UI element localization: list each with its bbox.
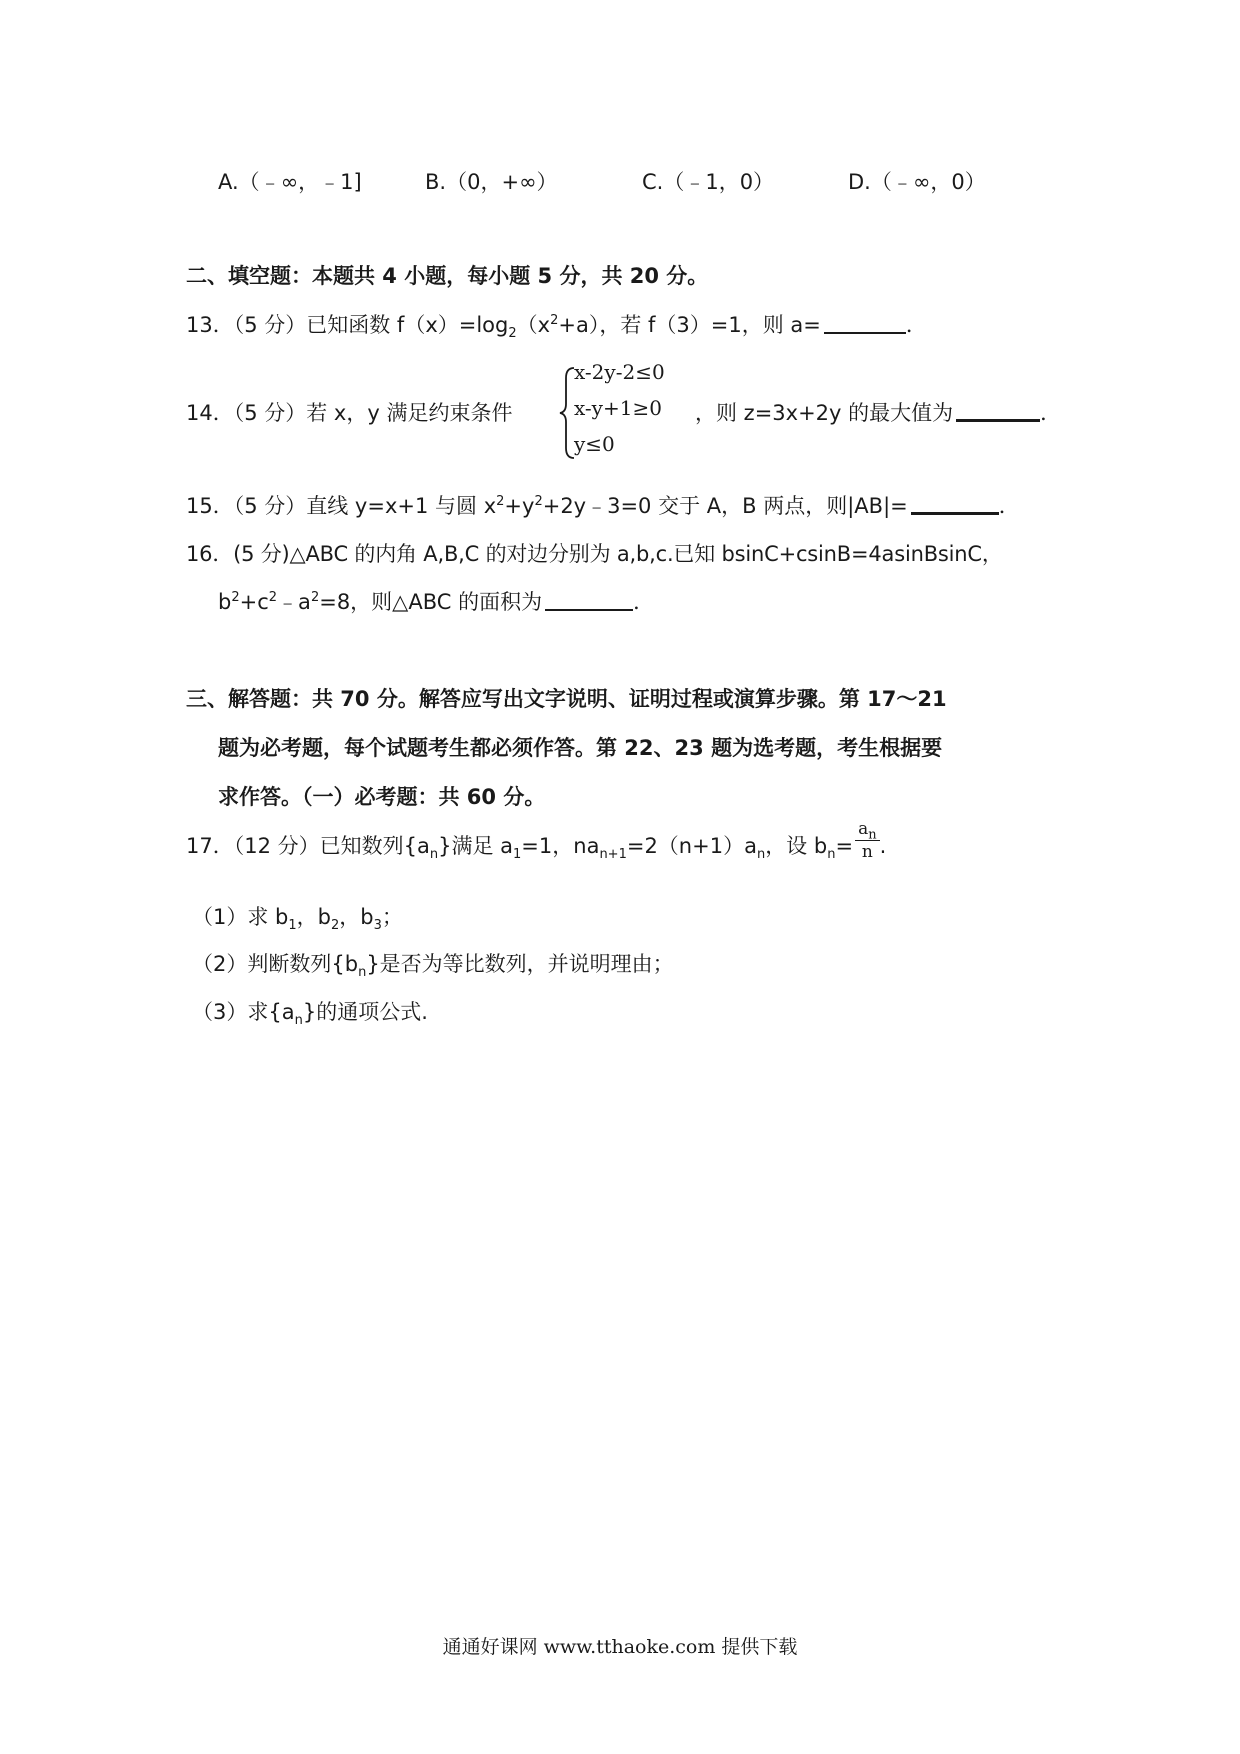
q17-text: }满足 a <box>438 834 514 858</box>
q16-text: b <box>218 590 232 614</box>
sub1-subscript: 2 <box>331 918 340 934</box>
q16-exponent: 2 <box>310 590 320 605</box>
option-c: C.（﹣1，0） <box>642 170 775 194</box>
sub1-text: ； <box>381 905 403 929</box>
q17-text: =1，na <box>521 834 600 858</box>
section-heading-solutions-line-3: 求作答。（一）必考题：共 60 分。 <box>218 785 546 809</box>
q17-text: = <box>835 834 854 858</box>
sub-question-1 <box>192 901 403 934</box>
answer-blank <box>911 494 999 515</box>
q15-text: +y <box>504 494 535 518</box>
q17-subscript: n <box>429 847 439 863</box>
sub2-text: }是否为等比数列，并说明理由； <box>366 952 674 976</box>
q16-text: +c <box>239 590 269 614</box>
q16-exponent: 2 <box>231 590 240 605</box>
sub1-text: （1）求 b <box>192 905 289 929</box>
sub-question-2 <box>192 948 674 981</box>
q13-exponent: 2 <box>550 313 559 328</box>
constraint-3: y≤0 <box>574 432 615 456</box>
q17-subscript: 1 <box>513 847 522 863</box>
q16-end: ． <box>633 590 655 614</box>
q14-end: ． <box>1040 401 1062 425</box>
q16-text: =8，则△ABC 的面积为 <box>319 590 543 614</box>
q15-exponent: 2 <box>496 494 505 509</box>
option-d: D.（﹣∞，0） <box>848 170 986 194</box>
q13-text: +a），若 f（3）=1，则 a= <box>558 313 821 337</box>
sub3-text: }的通项公式. <box>302 1000 428 1024</box>
q17-subscript: n <box>756 847 766 863</box>
fraction-numerator-subscript: n <box>868 826 877 842</box>
q15-text: +2y﹣3=0 交于 A，B 两点，则|AB|= <box>542 494 908 518</box>
q17-subscript: n+1 <box>599 847 627 863</box>
q16-exponent: 2 <box>268 590 278 605</box>
section-heading-fill-in: 二、填空题：本题共 4 小题，每小题 5 分，共 20 分。 <box>186 264 709 288</box>
q14-text: ，则 z=3x+2y 的最大值为 <box>695 401 954 425</box>
section-heading-solutions-line-1: 三、解答题：共 70 分。解答应写出文字说明、证明过程或演算步骤。第 17～21 <box>186 687 947 711</box>
question-14-stem: 14．（5 分）若 x，y 满足约束条件 <box>186 401 513 425</box>
answer-blank <box>545 591 633 611</box>
fraction-an-over-n <box>855 818 880 863</box>
question-17 <box>186 818 887 863</box>
option-a: A.（﹣∞，﹣1] <box>218 170 362 194</box>
question-13 <box>186 309 927 342</box>
sub1-text: ，b <box>296 905 331 929</box>
answer-blank <box>824 314 906 334</box>
page-footer: 通通好课网 www.tthaoke.com 提供下载 <box>442 1636 798 1658</box>
sub2-text: （2）判断数列{b <box>192 952 359 976</box>
q13-log-base: 2 <box>508 326 517 342</box>
q13-end: ． <box>905 313 927 337</box>
q17-subscript: n <box>827 847 836 863</box>
sub1-subscript: 3 <box>373 918 382 934</box>
option-b: B.（0，+∞） <box>425 170 558 194</box>
answer-blank <box>956 401 1040 422</box>
q16-text: ﹣a <box>277 590 311 614</box>
question-15 <box>186 490 1020 520</box>
constraint-1: x-2y-2≤0 <box>574 360 665 384</box>
fraction-denominator: n <box>861 841 873 862</box>
sub1-subscript: 1 <box>288 918 297 934</box>
fraction-numerator: a <box>858 818 869 839</box>
sub3-subscript: n <box>294 1013 303 1029</box>
constraint-2: x-y+1≥0 <box>574 396 662 420</box>
sub-question-3 <box>192 996 428 1029</box>
q15-exponent: 2 <box>534 494 543 509</box>
question-16-line-1: 16．(5 分)△ABC 的内角 A,B,C 的对边分别为 a,b,c.已知 bsinC+csinB=4asinBsinC， <box>186 542 1003 566</box>
question-14-tail <box>695 397 1061 427</box>
sub2-subscript: n <box>358 965 367 981</box>
question-16-line-2 <box>218 586 654 616</box>
q17-end: . <box>879 834 887 858</box>
q17-text: ，设 b <box>765 834 828 858</box>
q13-text: 13．（5 分）已知函数 f（x）=log <box>186 313 509 337</box>
section-heading-solutions-line-2: 题为必考题，每个试题考生都必须作答。第 22、23 题为选考题，考生根据要 <box>218 736 943 760</box>
q13-text: （x <box>516 313 551 337</box>
q15-end: ． <box>998 494 1020 518</box>
sub1-text: ，b <box>339 905 374 929</box>
q17-text: 17．（12 分）已知数列{a <box>186 834 430 858</box>
q17-text: =2（n+1）a <box>626 834 757 858</box>
sub3-text: （3）求{a <box>192 1000 295 1024</box>
q15-text: 15．（5 分）直线 y=x+1 与圆 x <box>186 494 497 518</box>
